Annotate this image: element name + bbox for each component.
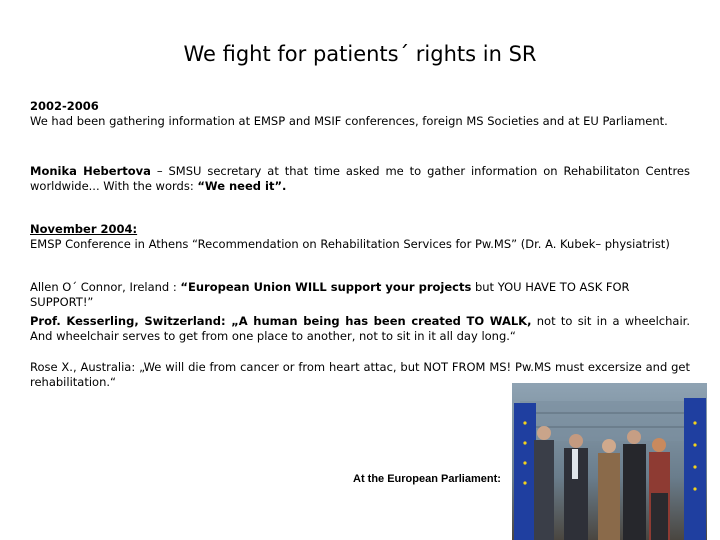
quote-text: “We need it”. bbox=[197, 179, 287, 193]
period-heading: 2002-2006 bbox=[30, 99, 99, 113]
page-title: We fight for patients´ rights in SR bbox=[183, 42, 537, 66]
paragraph-oconnor bbox=[30, 280, 690, 310]
quote-rest: but YOU HAVE TO ASK FOR SUPPORT!” bbox=[30, 280, 630, 309]
paragraph-2002-2006 bbox=[30, 99, 690, 129]
paragraph-november-2004 bbox=[30, 222, 690, 252]
photo-illustration bbox=[512, 383, 707, 540]
period-text: We had been gathering information at EMSP and MSIF conferences, foreign MS Societies and at EU Parliament. bbox=[30, 114, 668, 128]
paragraph-kesserling bbox=[30, 314, 690, 344]
parliament-photo bbox=[512, 383, 707, 540]
date-heading: November 2004: bbox=[30, 222, 138, 236]
quote-bold: Prof. Kesserling, Switzerland: „A human being has been created TO WALK, bbox=[30, 314, 532, 328]
quote-rest: not to sit in a wheelchair. And wheelchair serves to get from one place to another, not to sit in it all day long.“ bbox=[30, 314, 690, 343]
quote-bold: “European Union WILL support your projects bbox=[180, 280, 472, 294]
paragraph-hebertova bbox=[30, 164, 690, 194]
speaker-text: Allen O´ Connor, Ireland : bbox=[30, 280, 181, 294]
person-name: Monika Hebertova bbox=[30, 164, 151, 178]
conference-text: EMSP Conference in Athens “Recommendation on Rehabilitation Services for Pw.MS” (Dr. A. Kubek– physiatrist) bbox=[30, 237, 670, 251]
eu-flag-right bbox=[684, 398, 706, 540]
photo-caption: At the European Parliament: bbox=[353, 473, 501, 485]
quote-text: Rose X., Australia: „We will die from cancer or from heart attac, but NOT FROM MS! Pw.MS must excersize and get rehabilitation.“ bbox=[30, 360, 690, 389]
paragraph-text: – SMSU secretary at that time asked me to gather information on Rehabilitaton Centres worldwide... With the words: bbox=[30, 164, 690, 193]
